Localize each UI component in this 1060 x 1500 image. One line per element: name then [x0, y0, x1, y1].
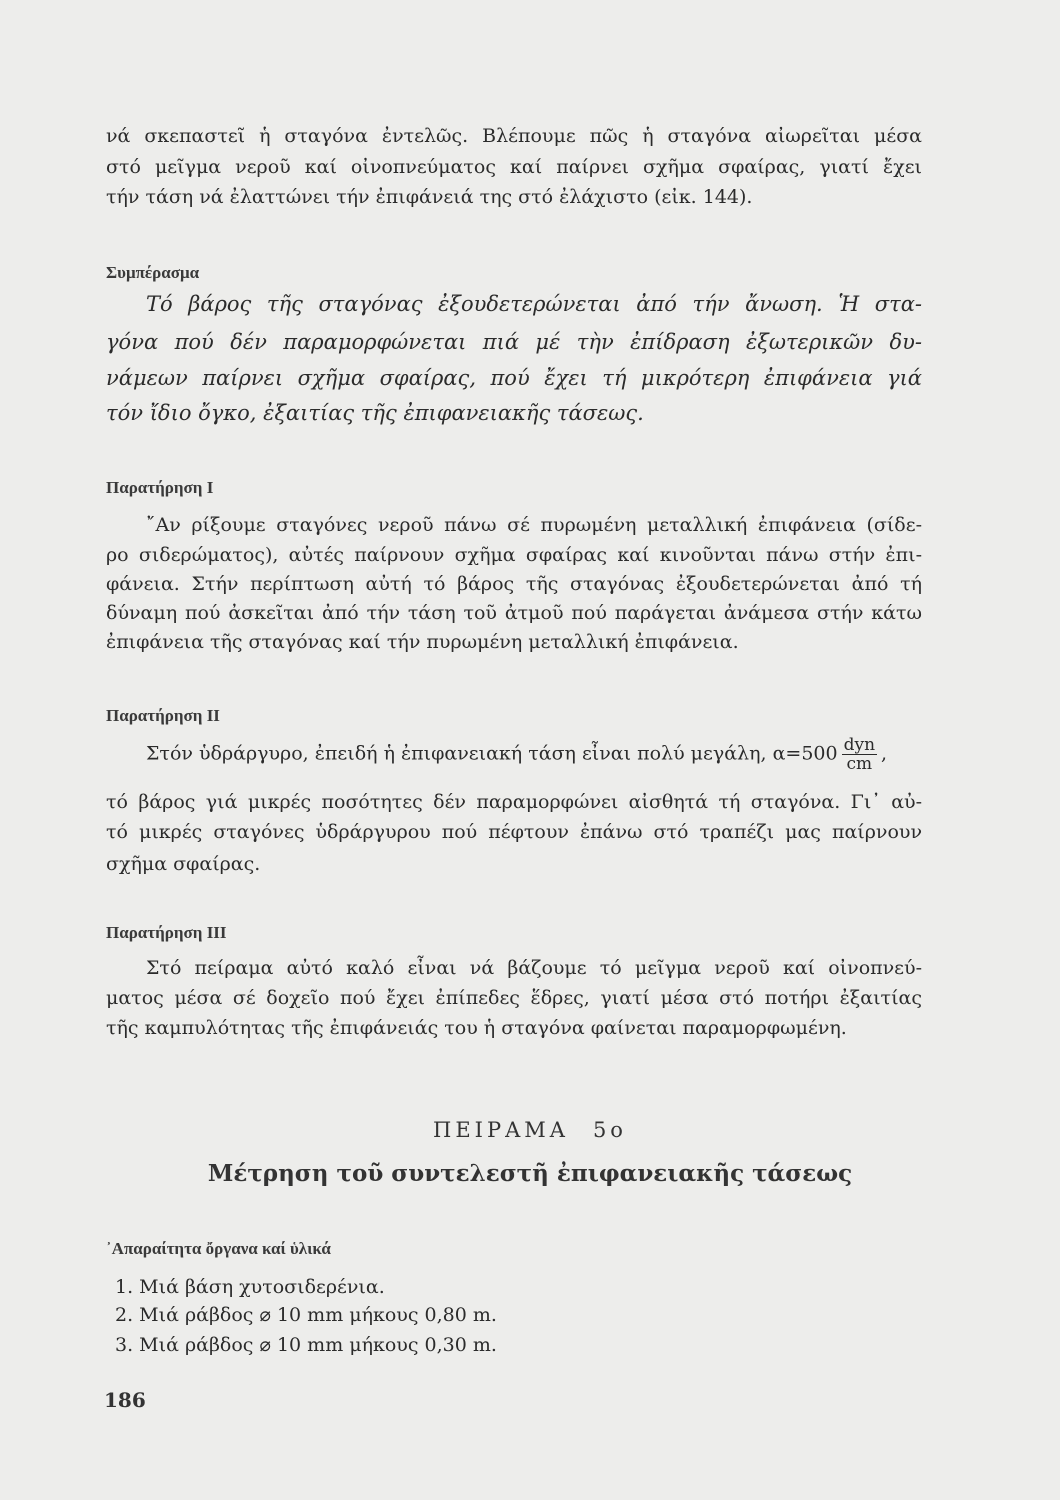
materials-list-item: 1. Μιά βάση χυτοσιδερένια. [115, 1276, 385, 1298]
remark1-line: ἐπιφάνεια τῆς σταγόνας καί τήν πυρωμένη μεταλλική ἐπιφάνεια. [106, 631, 739, 653]
fraction-denominator: cm [846, 754, 873, 774]
remark2-suffix: , [881, 742, 888, 765]
materials-list-item: 2. Μιά ράβδος ⌀ 10 mm μήκους 0,80 m. [115, 1304, 497, 1326]
remark1-line: ῎Αν ρίξουμε σταγόνες νεροῦ πάνω σέ πυρωμένη μεταλλική ἐπιφάνεια (σίδε- [146, 514, 922, 536]
remark1-line: ρο σιδερώματος), αὐτές παίρνουν σχῆμα σφαίρας καί κινοῦνται πάνω στήν ἐπι- [106, 544, 922, 566]
remark2-text: Στόν ὑδράργυρο, ἐπειδή ἡ ἐπιφανειακή τάση εἶναι πολύ μεγάλη, α=500 [146, 742, 838, 765]
paragraph-line: στό μεῖγμα νεροῦ καί οἰνοπνεύματος καί παίρνει σχῆμα σφαίρας, γιατί ἔχει [106, 156, 922, 178]
page-number: 186 [104, 1388, 146, 1412]
experiment-subtitle: Μέτρηση τοῦ συντελεστῆ ἐπιφανειακῆς τάσεως [207, 1160, 853, 1187]
experiment-label: ΠΕΙΡΑΜΑ [433, 1118, 569, 1142]
paragraph-line: νά σκεπαστεῖ ἡ σταγόνα ἐντελῶς. Βλέπουμε πῶς ἡ σταγόνα αἰωρεῖται μέσα [106, 125, 922, 147]
section-heading-remark-3: Παρατήρηση III [106, 923, 227, 942]
section-heading-conclusion: Συμπέρασμα [106, 263, 200, 282]
conclusion-line: τόν ἴδιο ὄγκο, ἐξαιτίας τῆς ἐπιφανειακῆς τάσεως. [106, 401, 644, 425]
remark3-line: τῆς καμπυλότητας τῆς ἐπιφάνειάς του ἡ σταγόνα φαίνεται παραμορφωμένη. [106, 1017, 847, 1039]
remark3-line: Στό πείραμα αὐτό καλό εἶναι νά βάζουμε τό μεῖγμα νεροῦ καί οἰνοπνεύ- [146, 957, 922, 979]
conclusion-line: γόνα πού δέν παραμορφώνεται πιά μέ τὴν ἐπίδραση ἐξωτερικῶν δυ- [106, 330, 922, 354]
conclusion-line: Τό βάρος τῆς σταγόνας ἐξουδετερώνεται ἀπό τήν ἄνωση. Ἡ στα- [146, 292, 922, 316]
materials-list-item: 3. Μιά ράβδος ⌀ 10 mm μήκους 0,30 m. [115, 1334, 497, 1356]
section-heading-materials: ᾿Απαραίτητα ὄργανα καί ὑλικά [106, 1239, 331, 1258]
paragraph-line: τήν τάση νά ἐλαττώνει τήν ἐπιφάνειά της στό ἐλάχιστο (εἰκ. 144). [106, 186, 753, 208]
conclusion-line: νάμεων παίρνει σχῆμα σφαίρας, πού ἔχει τή μικρότερη ἐπιφάνεια γιά [106, 366, 922, 390]
experiment-number: 5ο [592, 1118, 627, 1142]
fraction [842, 736, 877, 773]
fraction-numerator: dyn [843, 735, 876, 755]
remark2-formula-line [146, 736, 922, 773]
section-heading-remark-2: Παρατήρηση II [106, 706, 220, 725]
experiment-title [0, 1118, 1060, 1142]
remark2-line: σχῆμα σφαίρας. [106, 853, 261, 875]
remark1-line: δύναμη πού ἀσκεῖται ἀπό τήν τάση τοῦ ἀτμοῦ πού παράγεται ἀνάμεσα στήν κάτω [106, 602, 922, 624]
remark3-line: ματος μέσα σέ δοχεῖο πού ἔχει ἐπίπεδες ἕδρες, γιατί μέσα στό ποτήρι ἐξαιτίας [106, 987, 922, 1009]
section-heading-remark-1: Παρατήρηση I [106, 478, 214, 497]
remark2-line: τό βάρος γιά μικρές ποσότητες δέν παραμορφώνει αἰσθητά τή σταγόνα. Γι᾿ αὐ- [106, 791, 922, 813]
remark2-line: τό μικρές σταγόνες ὑδράργυρου πού πέφτουν ἐπάνω στό τραπέζι μας παίρνουν [106, 821, 922, 843]
remark1-line: φάνεια. Στήν περίπτωση αὐτή τό βάρος τῆς σταγόνας ἐξουδετερώνεται ἀπό τή [106, 573, 922, 595]
